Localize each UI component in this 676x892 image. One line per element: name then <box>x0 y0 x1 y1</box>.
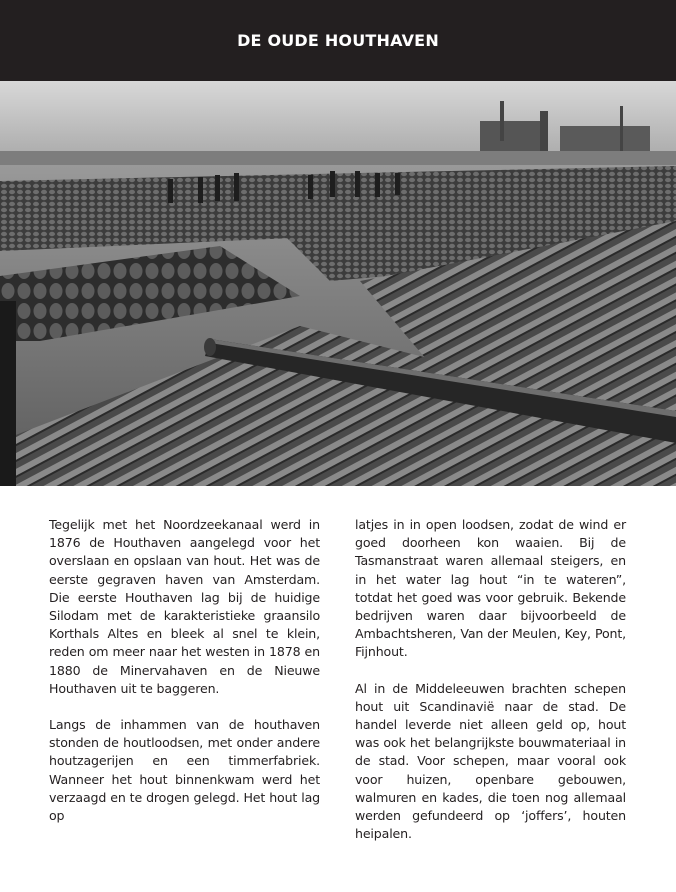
article-paragraph: latjes in in open loodsen, zodat de wind er goed doorheen kon waaien. Bij de Tasmanstraat waren allemaal steigers, en in het water lag hout “in te wateren”, totdat het goed was voor gebruik. Bekende bedrijven waren daar bijvoorbeeld de Ambachtsheren, Van der Meulen, Key, Pont, Fijnhout. <box>355 517 626 660</box>
page-title: DE OUDE HOUTHAVEN <box>237 31 439 50</box>
article-paragraph: Langs de inhammen van de houthaven stonden de houtloodsen, met onder andere houtzagerijen en een timmerfabriek. Wanneer het hout binnenkwam werd het verzaagd en te drogen gelegd. Het hout lag op <box>49 717 320 824</box>
article-paragraph: Al in de Middeleeuwen brachten schepen hout uit Scandinavië naar de stad. De handel leverde niet alleen geld op, hout was ook het belangrijkste bouwmateriaal in de stad. Voor schepen, maar vooral ook voor huizen, openbare gebouwen, walmuren en kades, die toen nog allemaal werden gefundeerd op ‘joffers’, houten heipalen. <box>355 680 626 842</box>
article-paragraph: Tegelijk met het Noordzeekanaal werd in 1876 de Houthaven aangelegd voor het overslaan en opslaan van hout. Het was de eerste gegraven haven van Amsterdam. Die eerste Houthaven lag bij de huidige Silodam met de karakteristieke graansilo Korthals Altes en bleek al snel te klein, reden om meer naar het westen in 1878 en 1880 de Minervahaven en de Nieuwe Houthaven uit te baggeren. <box>49 517 320 696</box>
article-column-left <box>49 516 320 843</box>
article-column-right <box>355 516 626 861</box>
page-header <box>0 0 676 81</box>
historic-photo <box>0 81 676 486</box>
timber-harbour-photo-icon <box>0 81 676 486</box>
